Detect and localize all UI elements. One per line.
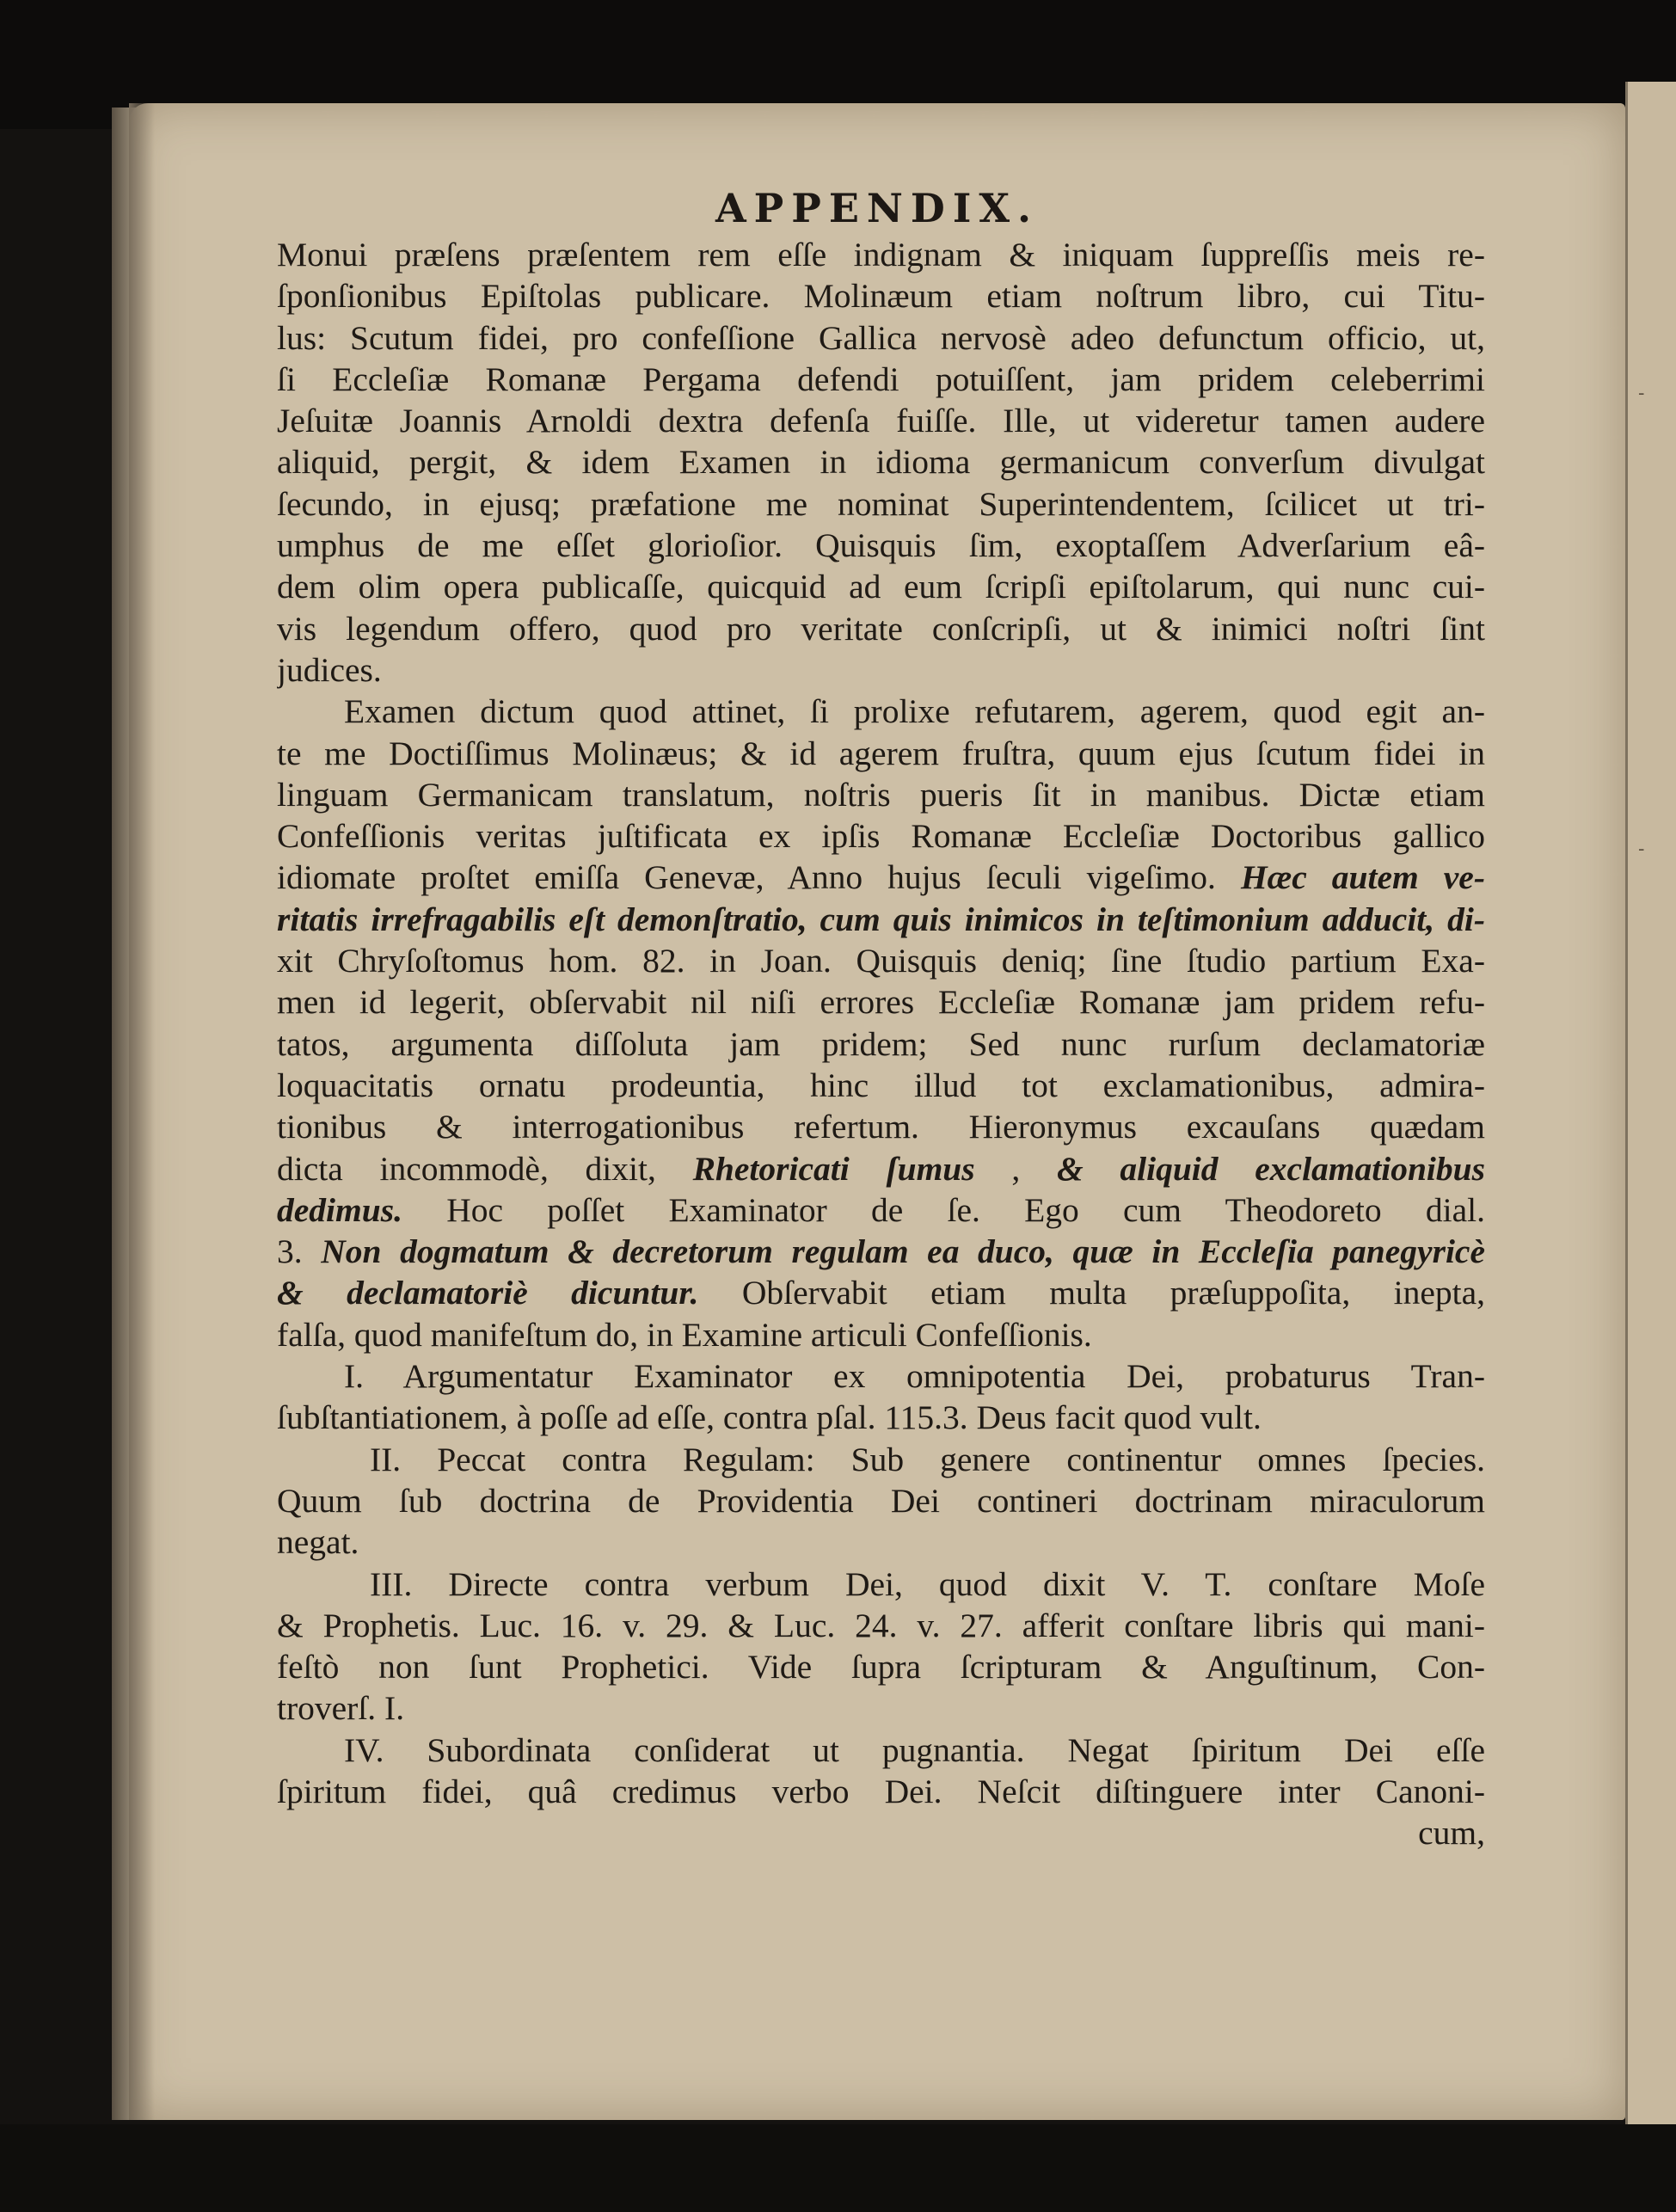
next-page-edge: [1625, 82, 1676, 2129]
text-segment: idiomate proſtet emiſſa Genevæ, Anno hujus ſeculi vigeſimo.: [277, 858, 1216, 897]
text-line: II. Peccat contra Regulam: Sub genere continentur omnes ſpecies.: [370, 1440, 1485, 1478]
italic-segment: declamatoriè dicuntur.: [347, 1274, 699, 1312]
text-line: tatos, argumenta diſſoluta jam pridem; Sed nunc rurſum declamatoriæ: [277, 1024, 1485, 1063]
text-line: & Prophetis. Luc. 16. v. 29. & Luc. 24. v. 27. afferit conſtare libris qui mani-: [277, 1606, 1485, 1644]
text-line: ritatis irrefragabilis eſt demonſtratio, cum quis inimicos in teſtimonium adducit, di-: [277, 900, 1485, 938]
text-line: judices.: [277, 650, 382, 689]
text-line: tionibus & interrogationibus refertum. Hieronymus excauſans quædam: [277, 1108, 1485, 1146]
text-segment: dicta incommodè, dixit,: [277, 1149, 656, 1188]
text-line: ſpiritum fidei, quâ credimus verbo Dei. Neſcit diſtinguere inter Canoni-: [277, 1772, 1485, 1810]
next-page-mark: -: [1638, 839, 1645, 860]
text-line: ſi Eccleſiæ Romanæ Pergama defendi potuiſſent, jam pridem celeberrimi: [277, 359, 1485, 398]
text-line: Monui præſens præſentem rem eſſe indignam & iniquam ſuppreſſis meis re-: [277, 236, 1485, 273]
text-line: feſtò non ſunt Prophetici. Vide ſupra ſcripturam & Anguſtinum, Con-: [277, 1648, 1485, 1687]
text-line: men id legerit, obſervabit nil niſi errores Eccleſiæ Romanæ jam pridem refu-: [277, 983, 1485, 1022]
italic-segment: dedimus.: [277, 1190, 402, 1229]
text-line: Examen dictum quod attinet, ſi prolixe refutarem, agerem, quod egit an-: [344, 692, 1485, 731]
text-line: dem olim opera publicaſſe, quicquid ad eum ſcripſi epiſtolarum, qui nunc cui-: [277, 568, 1485, 606]
text-segment: 3.: [277, 1232, 303, 1271]
running-header: APPENDIX.: [715, 185, 1040, 231]
text-line: vis legendum offero, quod pro veritate conſcripſi, ut & inimici noſtri ſint: [277, 609, 1485, 648]
page-body: [277, 234, 1485, 1854]
text-line: III. Directe contra verbum Dei, quod dixit V. T. conſtare Moſe: [370, 1564, 1485, 1603]
text-line: negat.: [277, 1523, 359, 1562]
text-line: Quum ſub doctrina de Providentia Dei contineri doctrinam miraculorum: [277, 1481, 1485, 1520]
text-segment: ,: [1011, 1149, 1021, 1188]
italic-segment: Rhetoricati ſumus: [692, 1149, 975, 1188]
text-segment: Hoc poſſet Examinator de ſe. Ego cum Theodoreto dial.: [446, 1190, 1485, 1229]
italic-segment: & aliquid exclamationibus: [1056, 1149, 1485, 1188]
text-line: loquacitatis ornatu prodeuntia, hinc illud tot exclamationibus, admira-: [277, 1066, 1485, 1104]
text-line: IV. Subordinata conſiderat ut pugnantia. Negat ſpiritum Dei eſſe: [344, 1730, 1485, 1769]
text-segment: Obſervabit etiam multa præſuppoſita, inepta,: [741, 1274, 1485, 1312]
text-line: [277, 1272, 1485, 1313]
text-line: ſubſtantiationem, à poſſe ad eſſe, contra pſal. 115.3. Deus facit quod vult.: [277, 1398, 1262, 1437]
text-line: Confeſſionis veritas juſtificata ex ipſis Romanæ Eccleſiæ Doctoribus gallico: [277, 817, 1485, 856]
text-line: I. Argumentatur Examinator ex omnipotentia Dei, probaturus Tran-: [344, 1357, 1485, 1396]
text-line: te me Doctiſſimus Molinæus; & id agerem fruſtra, quum ejus ſcutum fidei in: [277, 734, 1485, 772]
bottom-background: [0, 2124, 1676, 2212]
italic-segment: Hæc autem ve-: [1240, 858, 1485, 897]
next-page-mark: -: [1638, 383, 1645, 404]
text-line: ſponſionibus Epiſtolas publicare. Molinæum etiam noſtrum libro, cui Titu-: [277, 277, 1485, 316]
text-line: ſecundo, in ejusq; præfatione me nominat Superintendentem, ſcilicet ut tri-: [277, 484, 1485, 523]
text-line: aliquid, pergit, & idem Examen in idioma germanicum converſum divulgat: [277, 443, 1485, 482]
text-line: [277, 1189, 1485, 1231]
text-line: [277, 1231, 1485, 1272]
book-page: [129, 103, 1625, 2120]
text-line: [277, 857, 1485, 898]
text-line: umphus de me eſſet glorioſior. Quisquis ſim, exoptaſſem Adverſarium eâ-: [277, 526, 1485, 565]
text-line: falſa, quod manifeſtum do, in Examine articuli Confeſſionis.: [277, 1315, 1092, 1354]
italic-segment: Non dogmatum & decretorum regulam ea duco, quæ in Eccleſia panegyricè: [321, 1232, 1485, 1271]
text-line: xit Chryſoſtomus hom. 82. in Joan. Quisquis deniq; ſine ſtudio partium Exa-: [277, 942, 1485, 980]
text-line: Jeſuitæ Joannis Arnoldi dextra defenſa fuiſſe. Ille, ut videretur tamen audere: [277, 402, 1485, 440]
text-line: lus: Scutum fidei, pro confeſſione Gallica nervosè adeo defunctum officio, ut,: [277, 318, 1485, 357]
italic-segment: &: [277, 1274, 304, 1312]
page-left-edge: [129, 103, 155, 2120]
text-line: [277, 1148, 1485, 1189]
text-line: linguam Germanicam translatum, noſtris pueris ſit in manibus. Dictæ etiam: [277, 775, 1485, 814]
text-line: troverſ. I.: [277, 1689, 405, 1728]
catchword: cum,: [1418, 1814, 1485, 1853]
